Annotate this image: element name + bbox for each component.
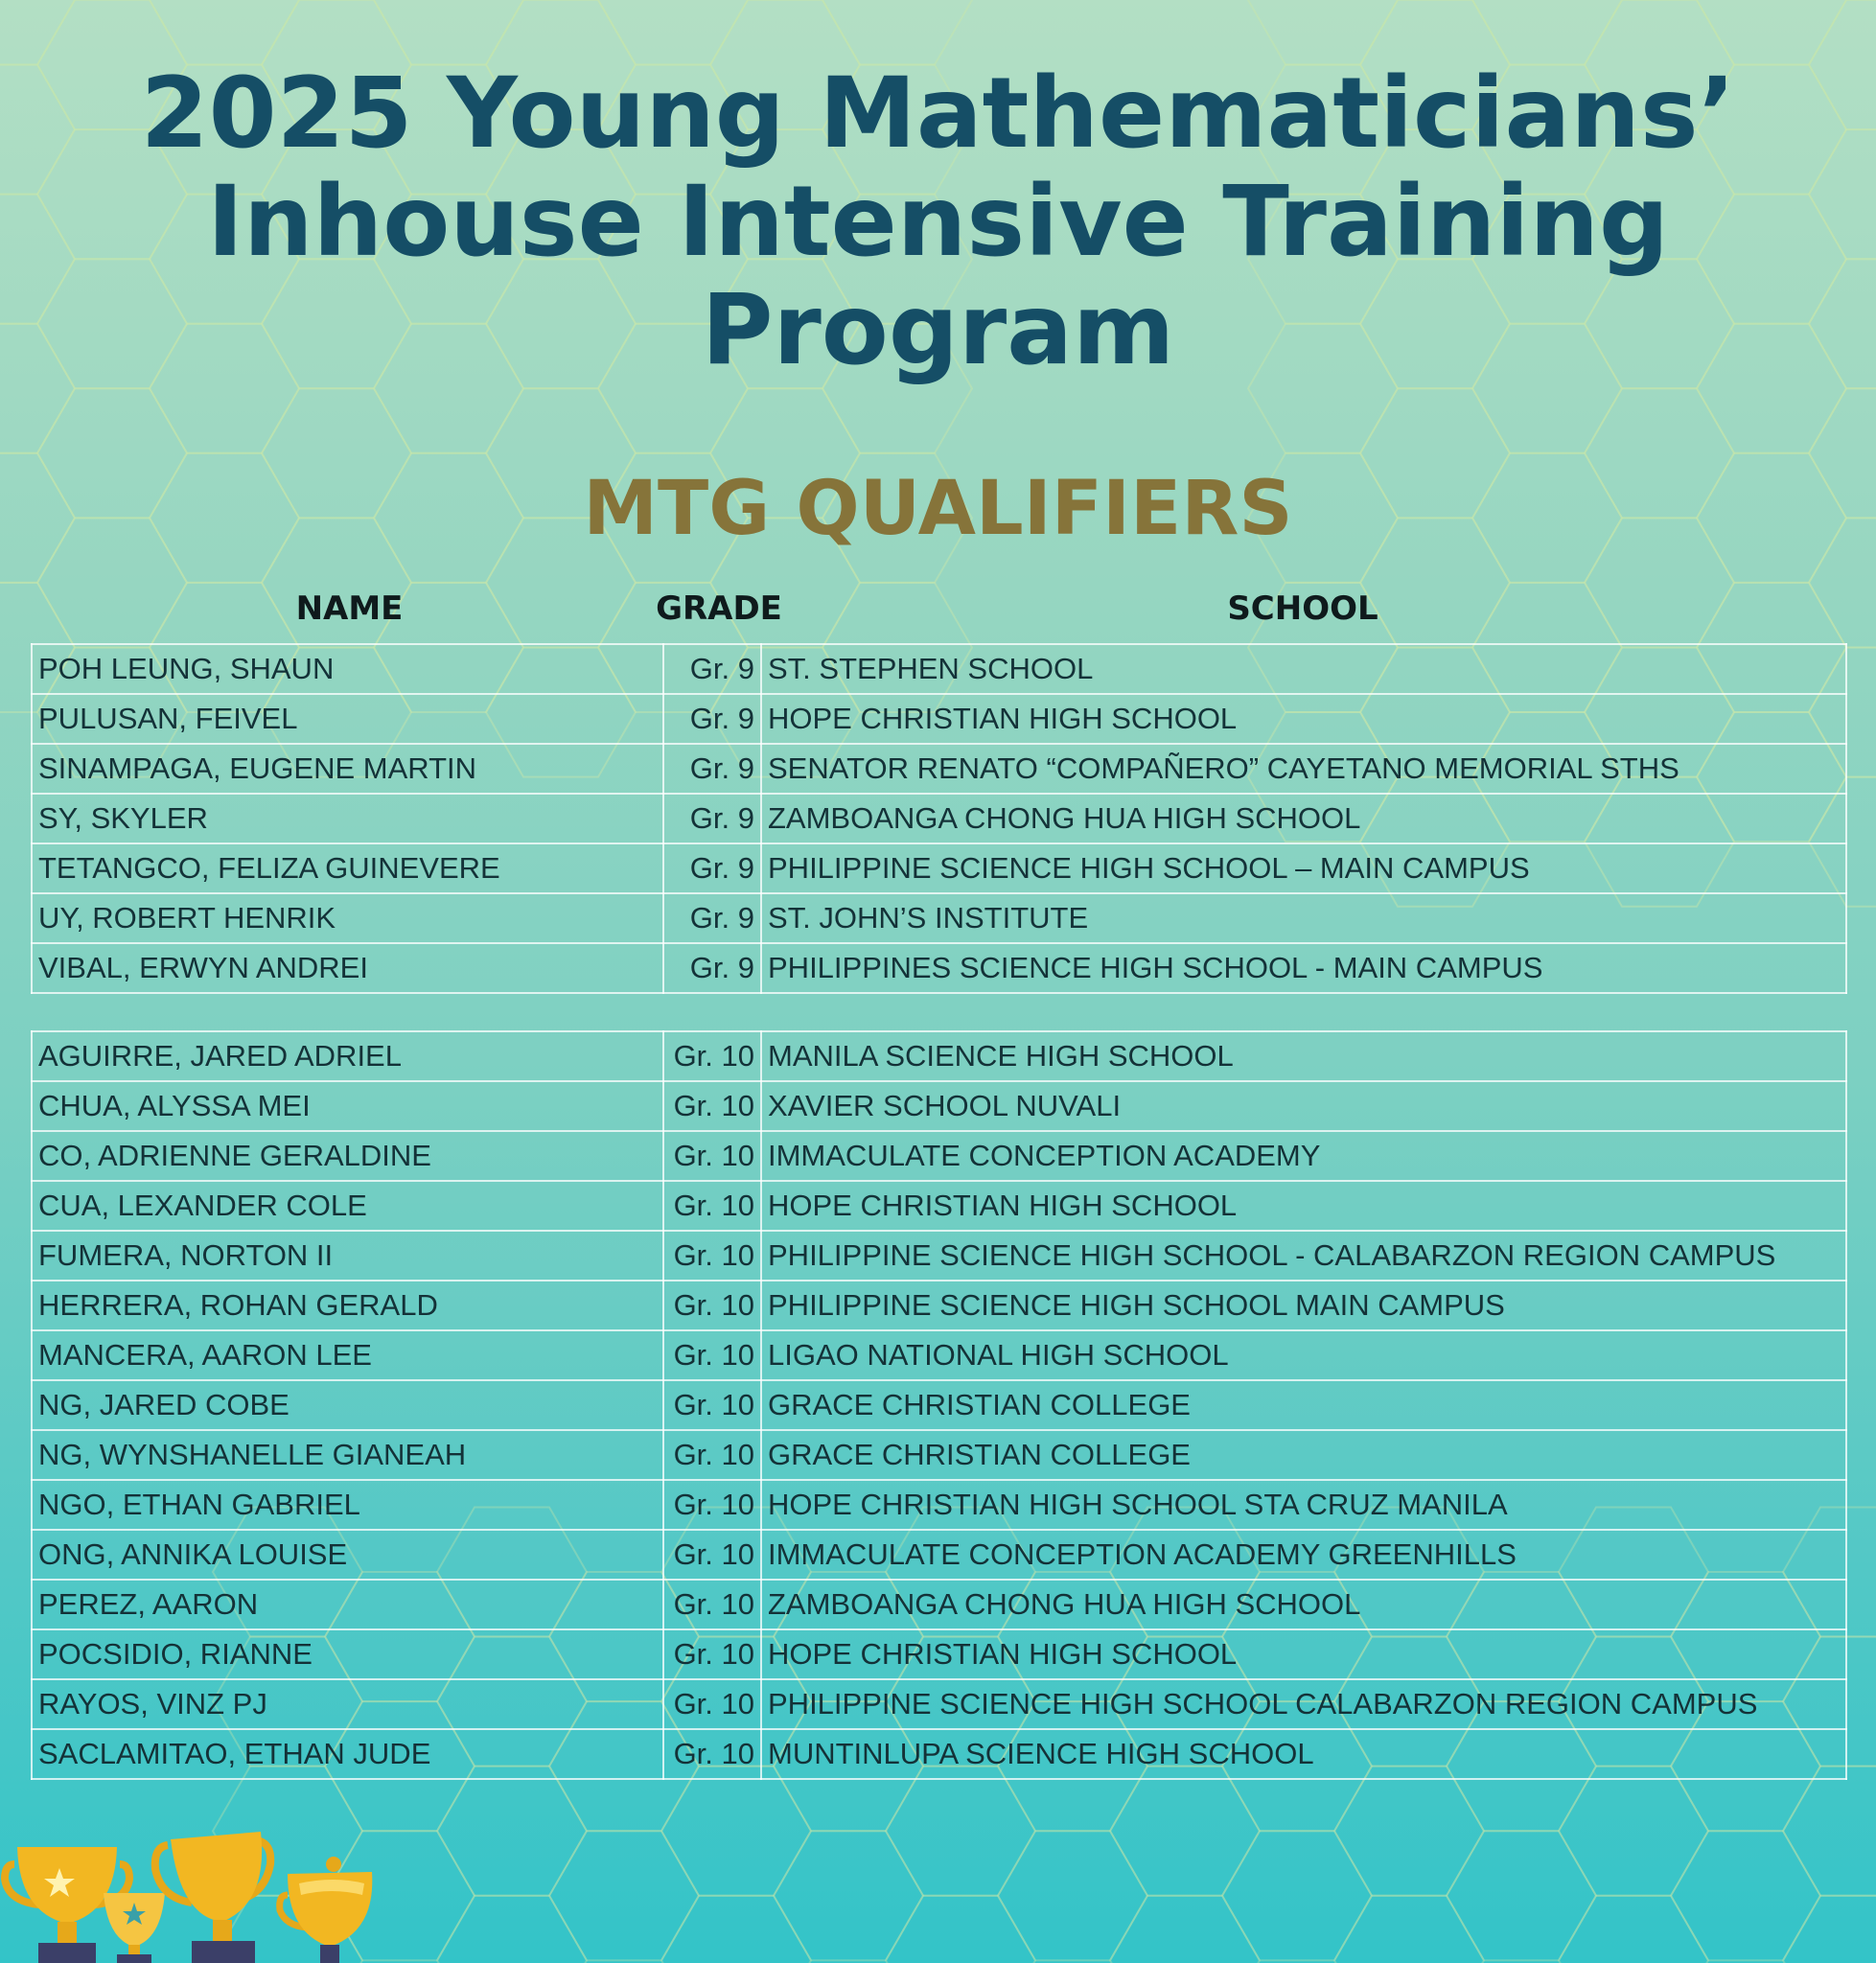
title-line-2: Inhouse Intensive Training bbox=[207, 165, 1669, 279]
grade-9-qualifiers-table bbox=[31, 643, 1847, 994]
qualifier-grade: Gr. 10 bbox=[663, 1031, 761, 1081]
qualifier-name: NG, JARED COBE bbox=[32, 1380, 663, 1430]
qualifier-grade: Gr. 10 bbox=[663, 1281, 761, 1330]
qualifier-name: CO, ADRIENNE GERALDINE bbox=[32, 1131, 663, 1181]
trophy-icon bbox=[104, 1893, 165, 1963]
column-header-school: SCHOOL bbox=[1227, 589, 1378, 628]
qualifier-grade: Gr. 10 bbox=[663, 1330, 761, 1380]
qualifier-grade: Gr. 10 bbox=[663, 1081, 761, 1131]
qualifier-school: PHILIPPINE SCIENCE HIGH SCHOOL - CALABARZON REGION CAMPUS bbox=[761, 1231, 1846, 1281]
qualifier-name: RAYOS, VINZ PJ bbox=[32, 1679, 663, 1729]
table-row bbox=[32, 1181, 1846, 1231]
table-row bbox=[32, 943, 1846, 993]
qualifier-grade: Gr. 10 bbox=[663, 1480, 761, 1530]
column-header-grade: GRADE bbox=[656, 589, 782, 628]
qualifier-name: CHUA, ALYSSA MEI bbox=[32, 1081, 663, 1131]
qualifier-school: ZAMBOANGA CHONG HUA HIGH SCHOOL bbox=[761, 794, 1846, 843]
table-row bbox=[32, 644, 1846, 694]
qualifier-school: ST. STEPHEN SCHOOL bbox=[761, 644, 1846, 694]
qualifier-grade: Gr. 9 bbox=[663, 644, 761, 694]
qualifier-grade: Gr. 10 bbox=[663, 1131, 761, 1181]
qualifier-name: TETANGCO, FELIZA GUINEVERE bbox=[32, 843, 663, 893]
qualifier-school: SENATOR RENATO “COMPAÑERO” CAYETANO MEMORIAL STHS bbox=[761, 744, 1846, 794]
qualifier-school: PHILIPPINES SCIENCE HIGH SCHOOL - MAIN CAMPUS bbox=[761, 943, 1846, 993]
qualifier-grade: Gr. 9 bbox=[663, 843, 761, 893]
table-row bbox=[32, 1580, 1846, 1629]
qualifier-grade: Gr. 10 bbox=[663, 1231, 761, 1281]
qualifier-name: AGUIRRE, JARED ADRIEL bbox=[32, 1031, 663, 1081]
table-row bbox=[32, 1281, 1846, 1330]
trophy-icon bbox=[280, 1857, 373, 1963]
qualifier-name: PULUSAN, FEIVEL bbox=[32, 694, 663, 744]
qualifier-name: SINAMPAGA, EUGENE MARTIN bbox=[32, 744, 663, 794]
qualifier-grade: Gr. 10 bbox=[663, 1629, 761, 1679]
qualifier-grade: Gr. 9 bbox=[663, 943, 761, 993]
qualifier-grade: Gr. 10 bbox=[663, 1530, 761, 1580]
table-row bbox=[32, 1480, 1846, 1530]
table-row bbox=[32, 694, 1846, 744]
qualifier-school: HOPE CHRISTIAN HIGH SCHOOL STA CRUZ MANILA bbox=[761, 1480, 1846, 1530]
qualifier-name: NGO, ETHAN GABRIEL bbox=[32, 1480, 663, 1530]
qualifier-name: POH LEUNG, SHAUN bbox=[32, 644, 663, 694]
qualifier-name: SY, SKYLER bbox=[32, 794, 663, 843]
table-row bbox=[32, 1131, 1846, 1181]
qualifier-grade: Gr. 10 bbox=[663, 1181, 761, 1231]
trophy-icon bbox=[155, 1832, 270, 1963]
qualifier-grade: Gr. 9 bbox=[663, 744, 761, 794]
qualifier-school: HOPE CHRISTIAN HIGH SCHOOL bbox=[761, 694, 1846, 744]
qualifier-school: PHILIPPINE SCIENCE HIGH SCHOOL MAIN CAMPUS bbox=[761, 1281, 1846, 1330]
qualifier-school: MUNTINLUPA SCIENCE HIGH SCHOOL bbox=[761, 1729, 1846, 1779]
grade-10-qualifiers-table bbox=[31, 1030, 1847, 1780]
qualifier-grade: Gr. 9 bbox=[663, 794, 761, 843]
qualifier-school: IMMACULATE CONCEPTION ACADEMY GREENHILLS bbox=[761, 1530, 1846, 1580]
table-row bbox=[32, 1729, 1846, 1779]
qualifier-school: PHILIPPINE SCIENCE HIGH SCHOOL – MAIN CAMPUS bbox=[761, 843, 1846, 893]
table-row bbox=[32, 1430, 1846, 1480]
qualifier-school: HOPE CHRISTIAN HIGH SCHOOL bbox=[761, 1629, 1846, 1679]
column-header-name: NAME bbox=[295, 589, 404, 628]
qualifier-name: POCSIDIO, RIANNE bbox=[32, 1629, 663, 1679]
table-row bbox=[32, 893, 1846, 943]
qualifier-school: XAVIER SCHOOL NUVALI bbox=[761, 1081, 1846, 1131]
qualifier-school: ZAMBOANGA CHONG HUA HIGH SCHOOL bbox=[761, 1580, 1846, 1629]
trophies-decoration bbox=[0, 1826, 403, 1963]
table-row bbox=[32, 744, 1846, 794]
qualifier-grade: Gr. 10 bbox=[663, 1679, 761, 1729]
table-row bbox=[32, 1380, 1846, 1430]
qualifier-school: MANILA SCIENCE HIGH SCHOOL bbox=[761, 1031, 1846, 1081]
qualifier-name: HERRERA, ROHAN GERALD bbox=[32, 1281, 663, 1330]
qualifier-grade: Gr. 10 bbox=[663, 1729, 761, 1779]
qualifier-grade: Gr. 9 bbox=[663, 893, 761, 943]
title-line-1: 2025 Young Mathematicians’ bbox=[140, 57, 1736, 171]
qualifier-grade: Gr. 10 bbox=[663, 1580, 761, 1629]
qualifier-grade: Gr. 9 bbox=[663, 694, 761, 744]
table-row bbox=[32, 1629, 1846, 1679]
table-row bbox=[32, 1031, 1846, 1081]
table-row bbox=[32, 1530, 1846, 1580]
qualifier-name: PEREZ, AARON bbox=[32, 1580, 663, 1629]
qualifier-name: VIBAL, ERWYN ANDREI bbox=[32, 943, 663, 993]
page-title bbox=[0, 57, 1876, 387]
table-row bbox=[32, 1081, 1846, 1131]
table-row bbox=[32, 843, 1846, 893]
qualifier-grade: Gr. 10 bbox=[663, 1430, 761, 1480]
qualifier-name: UY, ROBERT HENRIK bbox=[32, 893, 663, 943]
table-row bbox=[32, 1231, 1846, 1281]
qualifier-name: ONG, ANNIKA LOUISE bbox=[32, 1530, 663, 1580]
qualifier-name: SACLAMITAO, ETHAN JUDE bbox=[32, 1729, 663, 1779]
table-row bbox=[32, 794, 1846, 843]
qualifier-school: LIGAO NATIONAL HIGH SCHOOL bbox=[761, 1330, 1846, 1380]
title-line-3: Program bbox=[701, 273, 1175, 387]
qualifier-school: GRACE CHRISTIAN COLLEGE bbox=[761, 1430, 1846, 1480]
table-row bbox=[32, 1330, 1846, 1380]
qualifier-name: MANCERA, AARON LEE bbox=[32, 1330, 663, 1380]
qualifier-school: PHILIPPINE SCIENCE HIGH SCHOOL CALABARZON REGION CAMPUS bbox=[761, 1679, 1846, 1729]
qualifier-school: IMMACULATE CONCEPTION ACADEMY bbox=[761, 1131, 1846, 1181]
qualifier-name: CUA, LEXANDER COLE bbox=[32, 1181, 663, 1231]
qualifier-school: ST. JOHN’S INSTITUTE bbox=[761, 893, 1846, 943]
qualifier-name: NG, WYNSHANELLE GIANEAH bbox=[32, 1430, 663, 1480]
qualifier-grade: Gr. 10 bbox=[663, 1380, 761, 1430]
qualifier-name: FUMERA, NORTON II bbox=[32, 1231, 663, 1281]
section-title: MTG QUALIFIERS bbox=[583, 466, 1293, 552]
table-row bbox=[32, 1679, 1846, 1729]
qualifier-school: HOPE CHRISTIAN HIGH SCHOOL bbox=[761, 1181, 1846, 1231]
qualifier-school: GRACE CHRISTIAN COLLEGE bbox=[761, 1380, 1846, 1430]
